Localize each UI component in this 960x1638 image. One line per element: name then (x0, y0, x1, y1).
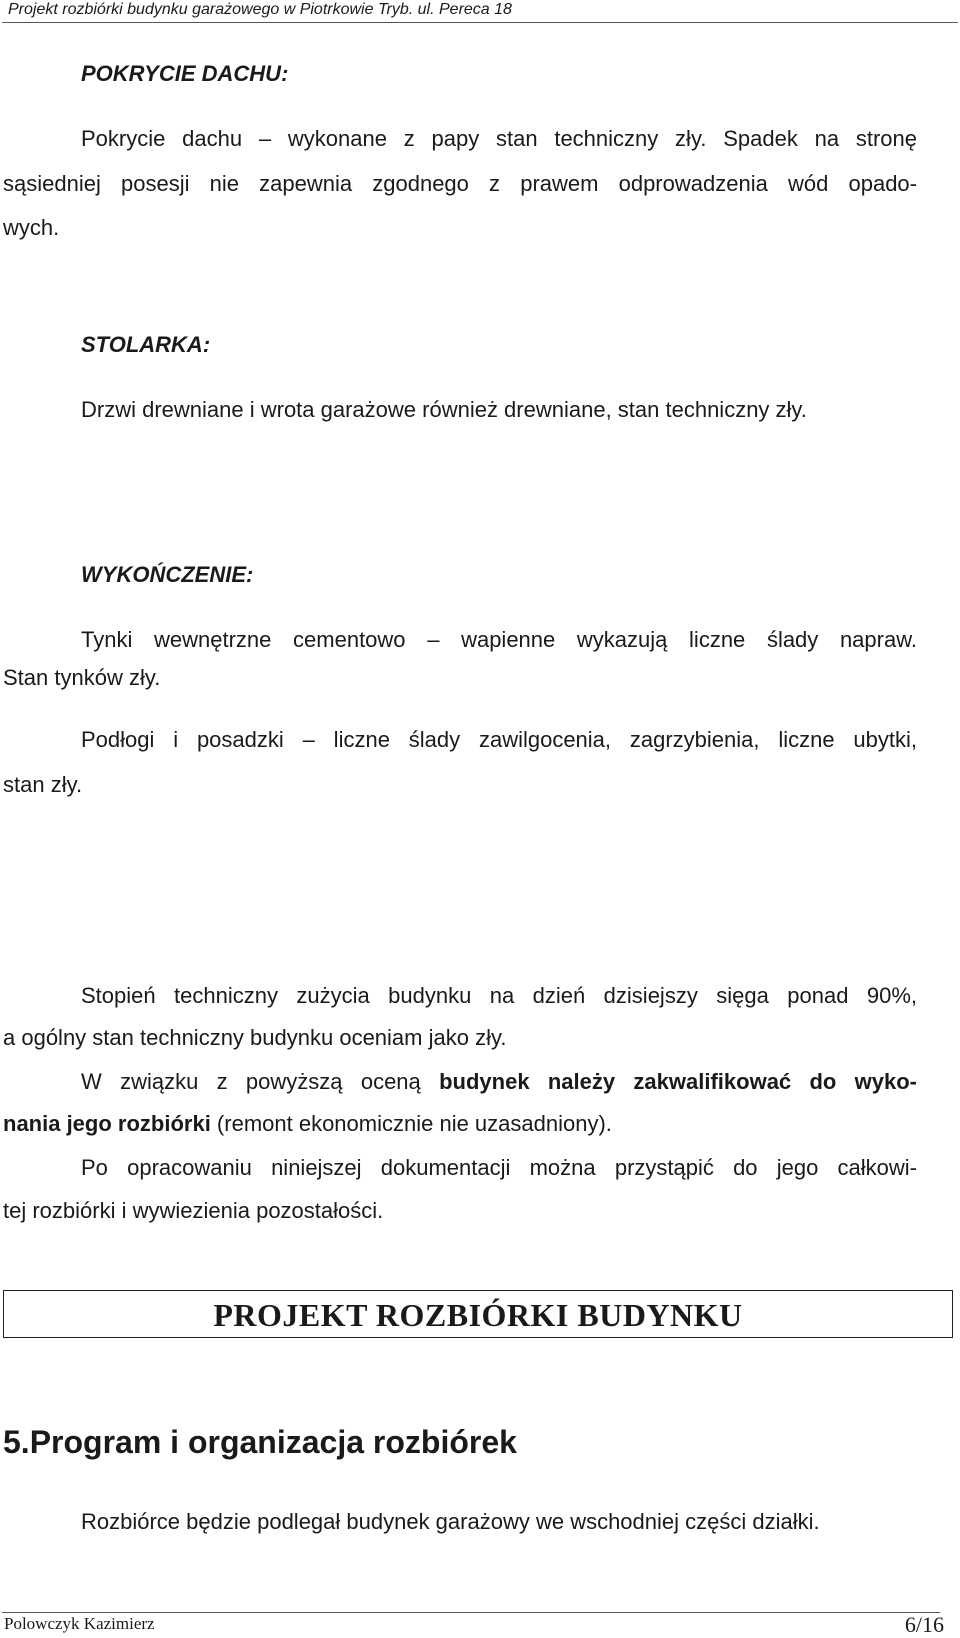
finishing-text-line: Stan tynków zły. (3, 665, 161, 690)
running-title: Projekt rozbiórki budynku garażowego w Piotrkowie Tryb. ul. Pereca 18 (8, 1, 512, 18)
roof-text-line: wych. (3, 215, 60, 240)
section-title: 5.Program i organizacja rozbiórek (3, 1424, 517, 1460)
finishing-text-line: Podłogi i posadzki – liczne ślady zawilgocenia, zagrzybienia, liczne ubytki, (81, 727, 917, 752)
section-text-line: Rozbiórce będzie podlegał budynek garażowy we wschodniej części działki. (81, 1509, 820, 1534)
roof-text-line: sąsiedniej posesji nie zapewnia zgodnego z prawem odprowadzenia wód opado- (3, 171, 917, 196)
assessment-bold-text: nania jego rozbiórki (3, 1111, 211, 1136)
assessment-plain-text: W związku z powyższą oceną (81, 1069, 440, 1094)
assessment-plain-text: (remont ekonomicznie nie uzasadniony). (210, 1111, 612, 1136)
finishing-text-line: Tynki wewnętrzne cementowo – wapienne wykazują liczne ślady napraw. (81, 627, 917, 652)
assessment-bold-text: budynek należy zakwalifikować do wyko- (439, 1069, 918, 1094)
footer-author: Polowczyk Kazimierz (4, 1614, 155, 1633)
banner-title: PROJEKT ROZBIÓRKI BUDYNKU (213, 1297, 743, 1333)
assessment-text-line: tej rozbiórki i wywiezienia pozostałości. (3, 1198, 384, 1223)
assessment-text-line: a ogólny stan techniczny budynku oceniam jako zły. (3, 1025, 507, 1050)
assessment-text-line (81, 1064, 917, 1100)
roof-text-line: Pokrycie dachu – wykonane z papy stan techniczny zły. Spadek na stronę (81, 126, 917, 151)
joinery-heading: STOLARKA: (81, 332, 211, 357)
assessment-text-line: Po opracowaniu niniejszej dokumentacji można przystąpić do jego całkowi- (81, 1155, 917, 1180)
page-header (2, 0, 958, 23)
finishing-text-line: stan zły. (3, 772, 83, 797)
footer-divider (2, 1612, 940, 1613)
page-number: 6/16 (904, 1612, 944, 1637)
finishing-heading: WYKOŃCZENIE: (81, 562, 254, 587)
assessment-text-line: Stopień techniczny zużycia budynku na dzień dzisiejszy sięga ponad 90%, (81, 983, 917, 1008)
section-banner (3, 1290, 953, 1338)
assessment-text-line (3, 1106, 612, 1142)
roof-heading: POKRYCIE DACHU: (81, 61, 289, 86)
joinery-text-line: Drzwi drewniane i wrota garażowe również drewniane, stan techniczny zły. (81, 397, 807, 422)
